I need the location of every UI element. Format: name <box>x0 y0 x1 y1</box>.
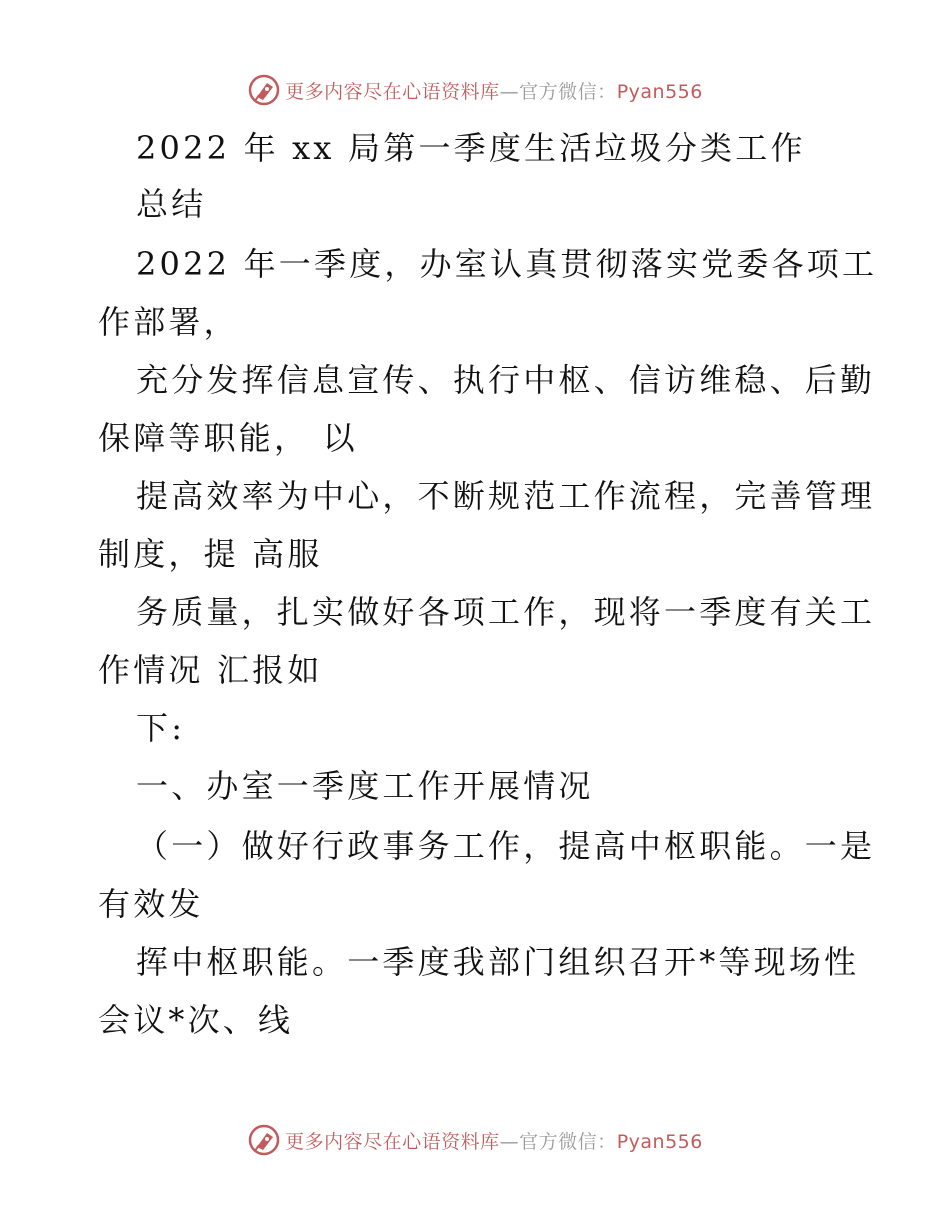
pen-nib-icon <box>247 73 281 107</box>
watermark-wechat-id: Pyan556 <box>616 80 703 103</box>
watermark-separator: — <box>499 1130 520 1153</box>
doc-paragraph-line: 提高效率为中心，不断规范工作流程，完善管理 <box>136 477 876 515</box>
footer-watermark <box>0 1120 950 1160</box>
watermark-wechat-id: Pyan556 <box>616 1130 703 1153</box>
doc-paragraph-line: 充分发挥信息宣传、执行中枢、信访维稳、后勤 <box>136 361 876 399</box>
watermark-separator: — <box>499 80 520 103</box>
doc-paragraph-line: 下: <box>136 709 186 747</box>
doc-paragraph-line: 制度，提 高服 <box>98 535 323 573</box>
doc-paragraph-line: 务质量，扎实做好各项工作，现将一季度有关工 <box>136 593 876 631</box>
watermark-main-text: 更多内容尽在心语资料库 <box>285 1130 500 1153</box>
doc-paragraph-line: 有效发 <box>98 885 204 923</box>
watermark-wechat-label: 官方微信： <box>519 1130 617 1153</box>
doc-title-line-1: 2022 年 xx 局第一季度生活垃圾分类工作 <box>136 129 806 167</box>
doc-paragraph-line: 2022 年一季度，办室认真贯彻落实党委各项工 <box>136 245 878 283</box>
doc-paragraph-line: 保障等职能， 以 <box>98 419 358 457</box>
doc-paragraph-line: 作情况 汇报如 <box>98 651 323 689</box>
doc-paragraph-line: （一）做好行政事务工作，提高中枢职能。一是 <box>136 827 876 865</box>
watermark-main-text: 更多内容尽在心语资料库 <box>285 80 500 103</box>
doc-section-heading: 一、办室一季度工作开展情况 <box>136 767 594 805</box>
doc-paragraph-line: 会议*次、线 <box>98 1001 294 1039</box>
doc-paragraph-line: 作部署， <box>98 303 239 341</box>
watermark-wechat-label: 官方微信： <box>519 80 617 103</box>
doc-title-line-2: 总结 <box>136 185 207 223</box>
pen-nib-icon <box>247 1123 281 1157</box>
header-watermark <box>0 70 950 110</box>
doc-paragraph-line: 挥中枢职能。一季度我部门组织召开*等现场性 <box>136 943 860 981</box>
